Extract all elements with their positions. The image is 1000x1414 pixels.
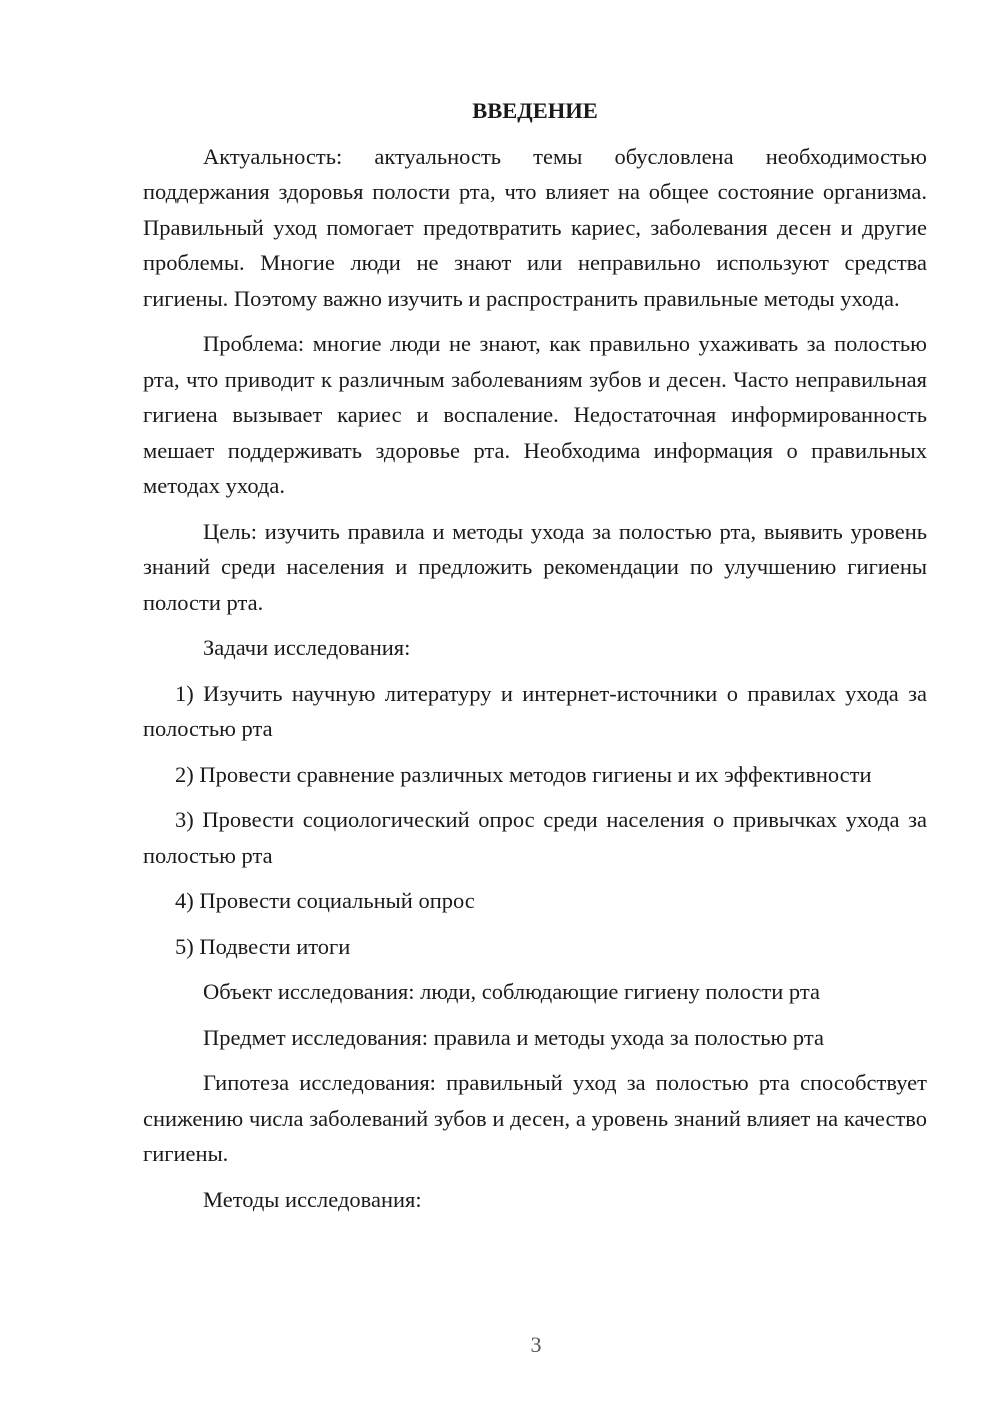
research-hypothesis: Гипотеза исследования: правильный уход за полостью рта способствует снижению числа заболеваний зубов и десен, а уровень знаний влияет на качество гигиены. (143, 1070, 927, 1166)
methods-heading: Методы исследования: (203, 1186, 422, 1212)
task-item-4: 4) Провести социальный опрос (175, 888, 475, 913)
goal-paragraph: Цель: изучить правила и методы ухода за полостью рта, выявить уровень знаний среди населения и предложить рекомендации по улучшению гигиены полости рта. (143, 518, 927, 615)
tasks-heading: Задачи исследования: (203, 635, 411, 660)
research-subject: Предмет исследования: правила и методы ухода за полостью рта (203, 1024, 824, 1050)
relevance-paragraph: Актуальность: актуальность темы обусловлена необходимостью поддержания здоровья полости рта, что влияет на общее состояние организма. Правильный уход помогает предотвратить кариес, заболевания десен и другие проблемы. Многие люди не знают или неправильно используют средства гигиены. Поэтому важно изучить и распространить правильные методы ухода. (143, 143, 927, 311)
research-object: Объект исследования: люди, соблюдающие гигиену полости рта (203, 979, 820, 1004)
page-title: ВВЕДЕНИЕ (472, 98, 598, 123)
page-content (143, 93, 927, 1227)
task-item-1: 1) Изучить научную литературу и интернет-источники о правилах ухода за полостью рта (143, 680, 927, 741)
task-item-3: 3) Провести социологический опрос среди населения о привычках ухода за полостью рта (143, 807, 927, 868)
task-item-5: 5) Подвести итоги (175, 933, 351, 959)
task-item-2: 2) Провести сравнение различных методов гигиены и их эффективности (175, 761, 872, 787)
problem-paragraph: Проблема: многие люди не знают, как правильно ухаживать за полостью рта, что приводит к различным заболеваниям зубов и десен. Часто неправильная гигиена вызывает кариес и воспаление. Недостаточная информированность мешает поддерживать здоровье рта. Необходима информация о правильных методах ухода. (143, 331, 927, 498)
page-number: 3 (530, 1332, 542, 1357)
